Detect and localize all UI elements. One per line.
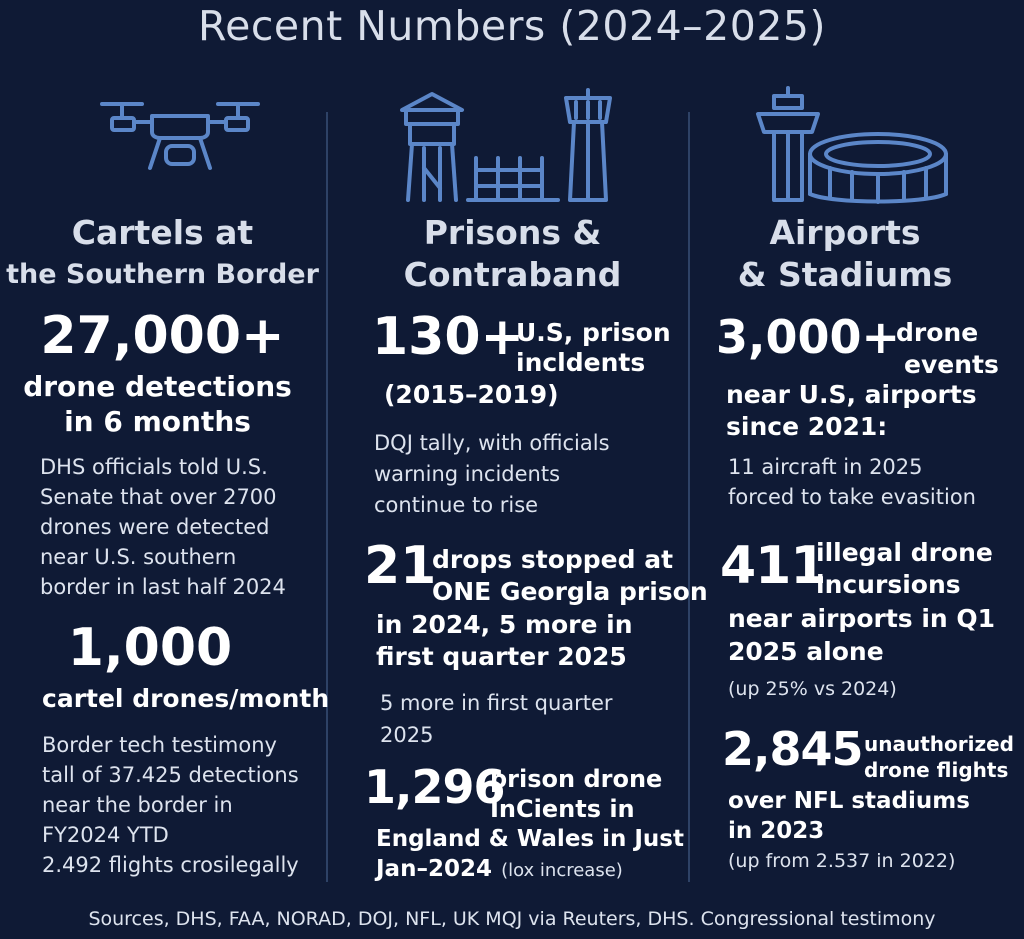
heading-line: & Stadiums (737, 255, 953, 294)
desc-line: warning incidents (374, 462, 561, 486)
heading-prisons (330, 212, 695, 296)
desc-line: 5 more in first quarter (380, 691, 613, 715)
stat-value: 1,296 (364, 760, 505, 814)
stat-label: first quarter 2025 (376, 642, 627, 671)
desc-line: border in last half 2024 (40, 575, 286, 599)
desc-line: DHS officials told U.S. (40, 455, 268, 479)
stat-label: Jan–2024 (376, 856, 492, 882)
stat-label: in 2023 (728, 818, 825, 844)
desc-line: DQJ tally, with officials (374, 431, 610, 455)
stat-label: drone detections (23, 370, 292, 403)
stat-label: prison drone (490, 765, 663, 793)
heading-line: Prisons & (423, 213, 602, 252)
desc-line: Senate that over 2700 (40, 485, 277, 509)
stat-value: 130+ (372, 307, 525, 367)
heading-line: Cartels at (71, 213, 254, 252)
stat-label: incldents (516, 348, 646, 377)
stat-label: unauthorized (864, 732, 1014, 756)
stat-description (728, 452, 976, 512)
heading-airports (690, 212, 1000, 296)
stat-label: over NFL stadiums (728, 788, 970, 814)
heading-cartels (0, 212, 325, 296)
desc-line: 11 aircraft in 2025 (728, 455, 923, 479)
stat-note: (up from 2.537 in 2022) (728, 850, 956, 872)
stat-value: 411 (720, 536, 826, 596)
stat-label: in 2024, 5 more in (376, 610, 633, 639)
stat-description (40, 452, 286, 602)
stat-label: since 2021: (726, 412, 888, 441)
page-title: Recent Numbers (2024–2025) (198, 2, 826, 50)
stat-value: 21 (364, 536, 437, 596)
stat-label: InCients in (490, 795, 635, 823)
stat-line (376, 856, 623, 882)
stat-label: ONE Georgla prison (432, 577, 708, 606)
stat-label: England & Wales in Just (376, 826, 684, 852)
desc-line: 2.492 flights crosilegally (42, 853, 299, 877)
stat-label: near U.S, airports (726, 380, 977, 409)
heading-line: the Southern Border (6, 259, 319, 290)
stat-note: (up 25% vs 2024) (728, 678, 897, 700)
desc-line: tall of 37.425 detections (42, 763, 299, 787)
stat-label: events (904, 350, 999, 379)
stat-label: illegal drone (816, 538, 993, 567)
stat-label: 2025 alone (728, 637, 884, 666)
stat-label: drone (896, 318, 979, 347)
stat-value: 27,000+ (40, 306, 285, 366)
desc-line: 2025 (380, 723, 434, 747)
stat-description (380, 687, 613, 751)
desc-line: forced to take evasition (728, 485, 976, 509)
desc-line: Border tech testimony (42, 733, 277, 757)
stat-description (42, 730, 299, 880)
stat-value: 3,000+ (716, 310, 901, 364)
stat-value: 2,845 (722, 722, 863, 776)
heading-line: Airports (769, 213, 921, 252)
heading-line: Contraband (403, 255, 622, 294)
stat-note: (lox increase) (501, 860, 623, 881)
desc-line: continue to rise (374, 493, 539, 517)
stat-value: 1,000 (67, 618, 233, 678)
stat-label: (2015–2019) (384, 380, 559, 409)
stat-label: drops stopped at (432, 545, 674, 574)
stat-label: drone flights (864, 758, 1009, 782)
stat-label: in 6 months (64, 405, 251, 438)
stat-description (374, 428, 610, 521)
airport-stadium-icon (752, 86, 952, 204)
desc-line: near U.S. southern (40, 545, 237, 569)
desc-line: near the border in (42, 793, 233, 817)
drone-icon (100, 98, 260, 188)
prison-icon (398, 88, 618, 203)
stat-label: incursions (816, 570, 961, 599)
stat-label: cartel drones/month (42, 684, 330, 713)
stat-label: near airports in Q1 (728, 604, 996, 633)
stat-label: U.S, prison (516, 318, 671, 347)
desc-line: drones were detected (40, 515, 270, 539)
sources-footer: Sources, DHS, FAA, NORAD, DOJ, NFL, UK MQJ via Reuters, DHS. Congressional testimony (88, 908, 936, 930)
column-divider (326, 112, 328, 882)
desc-line: FY2024 YTD (42, 823, 169, 847)
